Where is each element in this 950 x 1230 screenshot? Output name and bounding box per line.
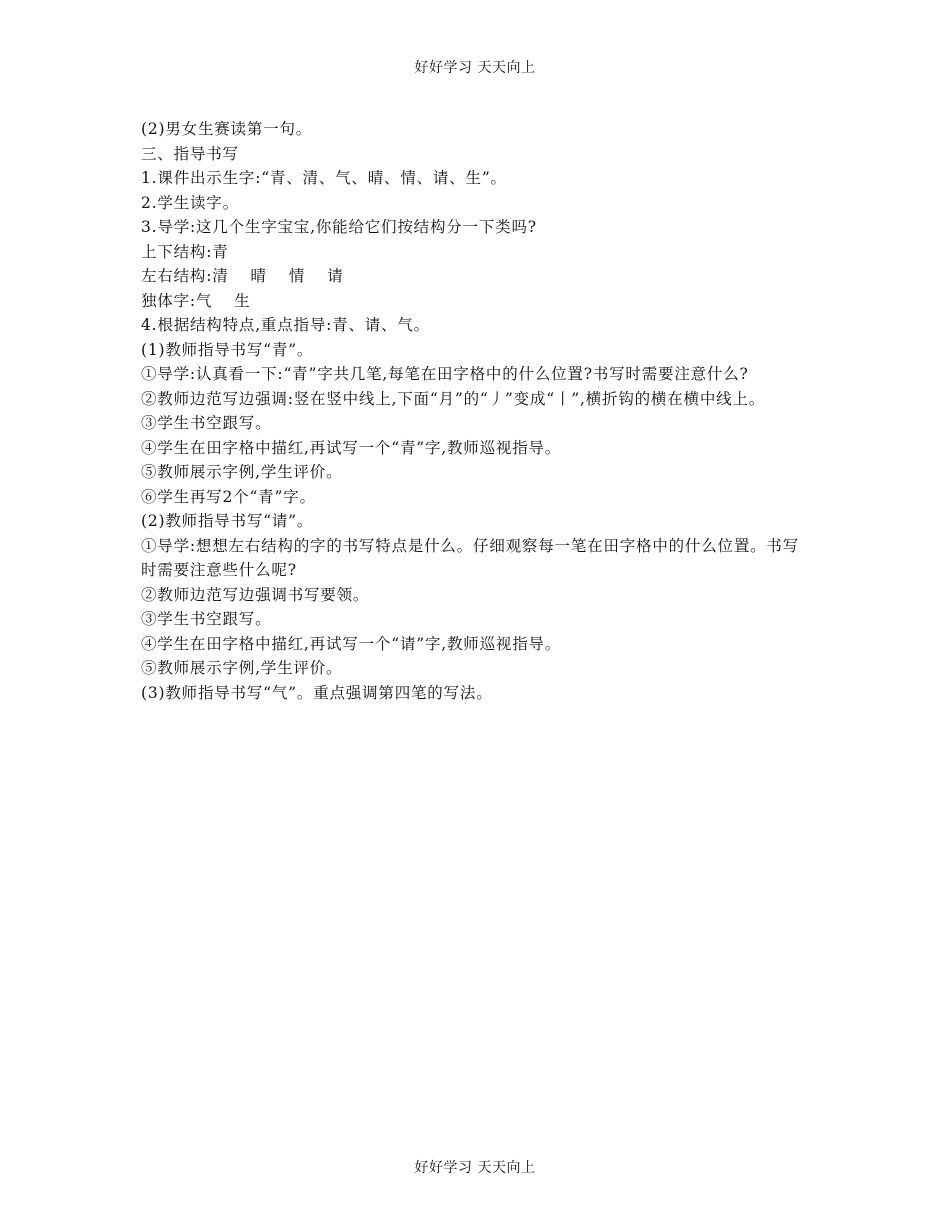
paragraph: 上下结构:青: [141, 242, 229, 261]
paragraph: ⑤教师展示字例,学生评价。: [141, 659, 343, 677]
paragraph: 4.根据结构特点,重点指导:青、请、气。: [141, 316, 430, 334]
paragraph: ⑥学生再写2个“青”字。: [141, 487, 316, 506]
paragraph: 独体字:气 生: [141, 291, 251, 310]
paragraph: (3)教师指导书写“气”。重点强调第四笔的写法。: [141, 683, 493, 702]
paragraph: ③学生书空跟写。: [141, 414, 272, 432]
document-body: [141, 117, 813, 705]
paragraph: ⑤教师展示字例,学生评价。: [141, 463, 343, 481]
paragraph: ②教师边范写边强调书写要领。: [141, 585, 370, 604]
paragraph: (2)教师指导书写“请”。: [141, 512, 314, 530]
paragraph: (1)教师指导书写“青”。: [141, 340, 314, 359]
section-heading: 三、指导书写: [141, 144, 239, 163]
paragraph: 2.学生读字。: [141, 193, 239, 212]
paragraph: ②教师边范写边强调:竖在竖中线上,下面“月”的“丿”变成“丨”,横折钩的横在横中线上。: [141, 389, 766, 408]
page-header: 好好学习 天天向上: [414, 60, 536, 76]
paragraph: 3.导学:这几个生字宝宝,你能给它们按结构分一下类吗?: [141, 218, 537, 236]
paragraph: ①导学:认真看一下:“青”字共几笔,每笔在田字格中的什么位置?书写时需要注意什么?: [141, 365, 749, 383]
paragraph: ①导学:想想左右结构的字的书写特点是什么。仔细观察每一笔在田字格中的什么位置。书写时需要注意些什么呢?: [141, 536, 800, 579]
page-footer: 好好学习 天天向上: [414, 1160, 536, 1176]
paragraph: 1.课件出示生字:“青、清、气、晴、情、请、生”。: [141, 169, 507, 187]
paragraph: (2)男女生赛读第一句。: [141, 120, 313, 138]
paragraph: ③学生书空跟写。: [141, 610, 272, 628]
paragraph: 左右结构:清 晴 情 请: [141, 267, 344, 285]
paragraph: ④学生在田字格中描红,再试写一个“青”字,教师巡视指导。: [141, 438, 562, 457]
paragraph: ④学生在田字格中描红,再试写一个“请”字,教师巡视指导。: [141, 634, 562, 653]
